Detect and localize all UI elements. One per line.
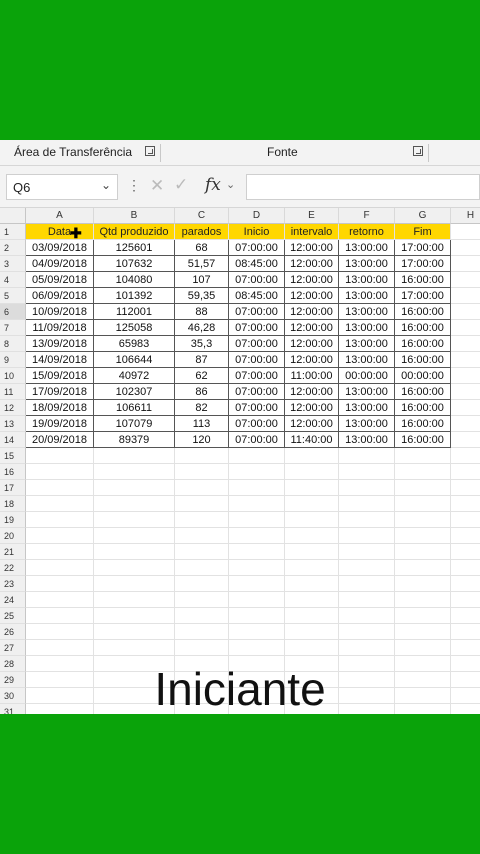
table-header-cell[interactable]: Qtd produzido (94, 224, 175, 240)
empty-cell[interactable] (339, 496, 395, 512)
row-header[interactable]: 24 (0, 592, 26, 608)
empty-cell[interactable] (94, 528, 175, 544)
table-cell[interactable]: 18/09/2018 (26, 400, 94, 416)
table-cell[interactable]: 106611 (94, 400, 175, 416)
formula-bar (0, 166, 480, 208)
empty-cell[interactable] (339, 480, 395, 496)
table-cell[interactable]: 35,3 (175, 336, 229, 352)
table-cell[interactable]: 13/09/2018 (26, 336, 94, 352)
empty-cell[interactable] (451, 416, 480, 432)
empty-cell[interactable] (229, 464, 285, 480)
empty-cell[interactable] (94, 592, 175, 608)
empty-cell[interactable] (285, 464, 339, 480)
empty-cell[interactable] (451, 288, 480, 304)
empty-cell[interactable] (285, 528, 339, 544)
clipboard-group-label: Área de Transferência (14, 145, 133, 159)
empty-cell[interactable] (26, 544, 94, 560)
empty-cell[interactable] (285, 480, 339, 496)
table-cell[interactable]: 13:00:00 (339, 352, 395, 368)
empty-cell[interactable] (339, 608, 395, 624)
ribbon-separator (160, 144, 161, 162)
empty-cell[interactable] (395, 592, 451, 608)
row-header[interactable]: 21 (0, 544, 26, 560)
table-cell[interactable]: 40972 (94, 368, 175, 384)
table-cell[interactable]: 87 (175, 352, 229, 368)
table-cell[interactable]: 17:00:00 (395, 240, 451, 256)
empty-cell[interactable] (175, 592, 229, 608)
table-cell[interactable]: 68 (175, 240, 229, 256)
table-header-cell[interactable]: Data (26, 224, 94, 240)
table-cell[interactable]: 07:00:00 (229, 272, 285, 288)
table-cell[interactable]: 10/09/2018 (26, 304, 94, 320)
empty-cell[interactable] (451, 512, 480, 528)
table-cell[interactable]: 113 (175, 416, 229, 432)
table-cell[interactable]: 07:00:00 (229, 400, 285, 416)
empty-cell[interactable] (285, 624, 339, 640)
table-cell[interactable]: 07:00:00 (229, 368, 285, 384)
empty-cell[interactable] (339, 560, 395, 576)
table-cell[interactable]: 06/09/2018 (26, 288, 94, 304)
table-cell[interactable]: 20/09/2018 (26, 432, 94, 448)
spreadsheet-grid[interactable] (0, 208, 480, 714)
empty-cell[interactable] (229, 592, 285, 608)
table-cell[interactable]: 104080 (94, 272, 175, 288)
table-cell[interactable]: 07:00:00 (229, 352, 285, 368)
table-cell[interactable]: 12:00:00 (285, 416, 339, 432)
table-cell[interactable]: 125058 (94, 320, 175, 336)
row-header[interactable]: 9 (0, 352, 26, 368)
table-cell[interactable]: 59,35 (175, 288, 229, 304)
table-cell[interactable]: 11/09/2018 (26, 320, 94, 336)
empty-cell[interactable] (451, 528, 480, 544)
empty-cell[interactable] (451, 320, 480, 336)
empty-cell[interactable] (94, 624, 175, 640)
table-cell[interactable]: 07:00:00 (229, 416, 285, 432)
table-cell[interactable]: 05/09/2018 (26, 272, 94, 288)
empty-cell[interactable] (339, 592, 395, 608)
table-header-cell[interactable]: Fim (395, 224, 451, 240)
insert-function-icon[interactable]: fx (205, 175, 221, 195)
row-header[interactable]: 23 (0, 576, 26, 592)
table-cell[interactable]: 102307 (94, 384, 175, 400)
table-cell[interactable]: 107632 (94, 256, 175, 272)
table-cell[interactable]: 12:00:00 (285, 400, 339, 416)
empty-cell[interactable] (339, 576, 395, 592)
check-icon[interactable]: ✓ (174, 175, 189, 194)
empty-cell[interactable] (395, 640, 451, 656)
table-cell[interactable]: 16:00:00 (395, 336, 451, 352)
empty-cell[interactable] (451, 576, 480, 592)
table-cell[interactable]: 125601 (94, 240, 175, 256)
table-cell[interactable]: 88 (175, 304, 229, 320)
empty-cell[interactable] (94, 544, 175, 560)
empty-cell[interactable] (395, 464, 451, 480)
empty-cell[interactable] (94, 560, 175, 576)
chevron-down-icon[interactable]: ⌄ (226, 179, 236, 191)
empty-cell[interactable] (229, 624, 285, 640)
row-header[interactable]: 27 (0, 640, 26, 656)
empty-cell[interactable] (175, 464, 229, 480)
empty-cell[interactable] (175, 624, 229, 640)
empty-cell[interactable] (451, 224, 480, 240)
table-header-cell[interactable]: Inicio (229, 224, 285, 240)
table-cell[interactable]: 16:00:00 (395, 352, 451, 368)
empty-cell[interactable] (451, 384, 480, 400)
empty-cell[interactable] (395, 448, 451, 464)
table-cell[interactable]: 13:00:00 (339, 336, 395, 352)
table-cell[interactable]: 11:40:00 (285, 432, 339, 448)
row-header[interactable]: 13 (0, 416, 26, 432)
font-group-label: Fonte (267, 145, 298, 159)
row-header[interactable]: 29 (0, 672, 26, 688)
empty-cell[interactable] (175, 480, 229, 496)
row-header[interactable]: 14 (0, 432, 26, 448)
row-header[interactable]: 18 (0, 496, 26, 512)
table-cell[interactable]: 13:00:00 (339, 432, 395, 448)
empty-cell[interactable] (229, 480, 285, 496)
row-header[interactable]: 6 (0, 304, 26, 320)
empty-cell[interactable] (175, 608, 229, 624)
table-cell[interactable]: 12:00:00 (285, 384, 339, 400)
empty-cell[interactable] (339, 464, 395, 480)
empty-cell[interactable] (395, 512, 451, 528)
empty-cell[interactable] (26, 592, 94, 608)
cross-icon[interactable]: ✕ (150, 176, 165, 195)
empty-cell[interactable] (339, 624, 395, 640)
table-cell[interactable]: 07:00:00 (229, 336, 285, 352)
table-cell[interactable]: 03/09/2018 (26, 240, 94, 256)
table-cell[interactable]: 62 (175, 368, 229, 384)
plus-cursor-icon: ✚ (70, 225, 82, 241)
column-header[interactable]: D (229, 208, 285, 224)
empty-cell[interactable] (94, 608, 175, 624)
table-cell[interactable]: 11:00:00 (285, 368, 339, 384)
table-cell[interactable]: 51,57 (175, 256, 229, 272)
empty-cell[interactable] (451, 304, 480, 320)
empty-cell[interactable] (451, 560, 480, 576)
row-header[interactable]: 19 (0, 512, 26, 528)
empty-cell[interactable] (395, 528, 451, 544)
table-cell[interactable]: 12:00:00 (285, 304, 339, 320)
table-cell[interactable]: 17:00:00 (395, 256, 451, 272)
empty-cell[interactable] (395, 576, 451, 592)
table-cell[interactable]: 19/09/2018 (26, 416, 94, 432)
empty-cell[interactable] (229, 640, 285, 656)
row-header[interactable]: 8 (0, 336, 26, 352)
table-cell[interactable]: 00:00:00 (339, 368, 395, 384)
table-cell[interactable]: 12:00:00 (285, 320, 339, 336)
empty-cell[interactable] (451, 368, 480, 384)
row-header[interactable]: 10 (0, 368, 26, 384)
table-cell[interactable]: 82 (175, 400, 229, 416)
table-cell[interactable]: 08:45:00 (229, 256, 285, 272)
ribbon-group-labels (0, 140, 480, 166)
empty-cell[interactable] (26, 512, 94, 528)
empty-cell[interactable] (229, 576, 285, 592)
table-cell[interactable]: 00:00:00 (395, 368, 451, 384)
empty-cell[interactable] (26, 576, 94, 592)
table-cell[interactable]: 13:00:00 (339, 304, 395, 320)
empty-cell[interactable] (26, 608, 94, 624)
column-header[interactable]: A (26, 208, 94, 224)
table-cell[interactable]: 13:00:00 (339, 240, 395, 256)
empty-cell[interactable] (451, 352, 480, 368)
table-cell[interactable]: 16:00:00 (395, 304, 451, 320)
empty-cell[interactable] (395, 496, 451, 512)
table-cell[interactable]: 65983 (94, 336, 175, 352)
empty-cell[interactable] (339, 528, 395, 544)
empty-cell[interactable] (94, 464, 175, 480)
empty-cell[interactable] (26, 560, 94, 576)
empty-cell[interactable] (451, 496, 480, 512)
row-header[interactable]: 20 (0, 528, 26, 544)
empty-cell[interactable] (395, 624, 451, 640)
table-cell[interactable]: 14/09/2018 (26, 352, 94, 368)
empty-cell[interactable] (451, 608, 480, 624)
empty-cell[interactable] (175, 448, 229, 464)
table-cell[interactable]: 12:00:00 (285, 272, 339, 288)
empty-cell[interactable] (451, 256, 480, 272)
table-cell[interactable]: 16:00:00 (395, 400, 451, 416)
empty-cell[interactable] (451, 400, 480, 416)
table-cell[interactable]: 12:00:00 (285, 288, 339, 304)
row-header[interactable]: 31 (0, 704, 26, 714)
table-cell[interactable]: 13:00:00 (339, 384, 395, 400)
empty-cell[interactable] (339, 544, 395, 560)
table-cell[interactable]: 17/09/2018 (26, 384, 94, 400)
column-header[interactable]: F (339, 208, 395, 224)
name-box[interactable] (6, 174, 118, 200)
table-cell[interactable]: 07:00:00 (229, 384, 285, 400)
column-header[interactable]: H (451, 208, 480, 224)
empty-cell[interactable] (285, 640, 339, 656)
table-cell[interactable]: 16:00:00 (395, 320, 451, 336)
row-header[interactable]: 30 (0, 688, 26, 704)
table-cell[interactable]: 12:00:00 (285, 352, 339, 368)
empty-cell[interactable] (285, 496, 339, 512)
video-caption: Iniciante (154, 663, 326, 715)
row-header[interactable]: 12 (0, 400, 26, 416)
empty-cell[interactable] (175, 528, 229, 544)
name-box-value: Q6 (13, 180, 31, 195)
table-header-cell[interactable]: intervalo (285, 224, 339, 240)
table-cell[interactable]: 106644 (94, 352, 175, 368)
table-cell[interactable]: 17:00:00 (395, 288, 451, 304)
row-header[interactable]: 15 (0, 448, 26, 464)
row-header[interactable]: 26 (0, 624, 26, 640)
row-header[interactable]: 22 (0, 560, 26, 576)
empty-cell[interactable] (175, 560, 229, 576)
empty-cell[interactable] (285, 592, 339, 608)
empty-cell[interactable] (94, 496, 175, 512)
table-cell[interactable]: 16:00:00 (395, 416, 451, 432)
row-header[interactable]: 17 (0, 480, 26, 496)
empty-cell[interactable] (451, 448, 480, 464)
row-header[interactable]: 1 (0, 224, 26, 240)
column-header[interactable]: B (94, 208, 175, 224)
table-cell[interactable]: 13:00:00 (339, 288, 395, 304)
empty-cell[interactable] (451, 480, 480, 496)
empty-cell[interactable] (94, 480, 175, 496)
table-cell[interactable]: 08:45:00 (229, 288, 285, 304)
empty-cell[interactable] (94, 640, 175, 656)
empty-cell[interactable] (451, 624, 480, 640)
empty-cell[interactable] (395, 480, 451, 496)
table-cell[interactable]: 07:00:00 (229, 320, 285, 336)
table-cell[interactable]: 12:00:00 (285, 240, 339, 256)
empty-cell[interactable] (229, 528, 285, 544)
row-header[interactable]: 7 (0, 320, 26, 336)
table-header-cell[interactable]: parados (175, 224, 229, 240)
empty-cell[interactable] (229, 512, 285, 528)
empty-cell[interactable] (285, 560, 339, 576)
empty-cell[interactable] (229, 560, 285, 576)
row-header[interactable]: 16 (0, 464, 26, 480)
column-header[interactable]: E (285, 208, 339, 224)
row-header[interactable]: 25 (0, 608, 26, 624)
clipboard-dialog-launcher-icon[interactable] (145, 146, 155, 156)
table-cell[interactable]: 16:00:00 (395, 272, 451, 288)
table-cell[interactable]: 89379 (94, 432, 175, 448)
column-header[interactable]: C (175, 208, 229, 224)
vertical-dots-icon[interactable]: ⋮ (127, 177, 141, 193)
table-cell[interactable]: 15/09/2018 (26, 368, 94, 384)
empty-cell[interactable] (175, 544, 229, 560)
table-cell[interactable]: 107 (175, 272, 229, 288)
empty-cell[interactable] (26, 640, 94, 656)
select-all-corner[interactable] (0, 208, 26, 224)
empty-cell[interactable] (451, 640, 480, 656)
font-dialog-launcher-icon[interactable] (413, 146, 423, 156)
empty-cell[interactable] (229, 448, 285, 464)
table-cell[interactable]: 07:00:00 (229, 304, 285, 320)
empty-cell[interactable] (94, 448, 175, 464)
empty-cell[interactable] (395, 608, 451, 624)
empty-cell[interactable] (26, 464, 94, 480)
table-cell[interactable]: 16:00:00 (395, 384, 451, 400)
empty-cell[interactable] (26, 624, 94, 640)
chevron-down-icon[interactable]: ⌄ (100, 178, 111, 192)
table-header-cell[interactable]: retorno (339, 224, 395, 240)
empty-cell[interactable] (451, 336, 480, 352)
row-header[interactable]: 28 (0, 656, 26, 672)
empty-cell[interactable] (26, 528, 94, 544)
empty-cell[interactable] (285, 544, 339, 560)
empty-cell[interactable] (451, 592, 480, 608)
table-cell[interactable]: 107079 (94, 416, 175, 432)
table-cell[interactable]: 46,28 (175, 320, 229, 336)
empty-cell[interactable] (451, 432, 480, 448)
empty-cell[interactable] (175, 496, 229, 512)
row-header[interactable]: 4 (0, 272, 26, 288)
empty-cell[interactable] (451, 240, 480, 256)
table-cell[interactable]: 13:00:00 (339, 400, 395, 416)
table-cell[interactable]: 16:00:00 (395, 432, 451, 448)
empty-cell[interactable] (26, 480, 94, 496)
table-cell[interactable]: 13:00:00 (339, 272, 395, 288)
empty-cell[interactable] (94, 576, 175, 592)
table-cell[interactable]: 120 (175, 432, 229, 448)
empty-cell[interactable] (451, 544, 480, 560)
empty-cell[interactable] (175, 512, 229, 528)
table-cell[interactable]: 12:00:00 (285, 256, 339, 272)
empty-cell[interactable] (229, 544, 285, 560)
empty-cell[interactable] (451, 272, 480, 288)
empty-cell[interactable] (339, 640, 395, 656)
empty-cell[interactable] (395, 544, 451, 560)
table-cell[interactable]: 12:00:00 (285, 336, 339, 352)
table-cell[interactable]: 13:00:00 (339, 416, 395, 432)
empty-cell[interactable] (395, 560, 451, 576)
table-cell[interactable]: 86 (175, 384, 229, 400)
row-header[interactable]: 11 (0, 384, 26, 400)
empty-cell[interactable] (451, 464, 480, 480)
table-cell[interactable]: 07:00:00 (229, 240, 285, 256)
empty-cell[interactable] (26, 448, 94, 464)
empty-cell[interactable] (94, 512, 175, 528)
table-cell[interactable]: 07:00:00 (229, 432, 285, 448)
table-cell[interactable]: 13:00:00 (339, 256, 395, 272)
empty-cell[interactable] (285, 448, 339, 464)
column-header[interactable]: G (395, 208, 451, 224)
empty-cell[interactable] (339, 448, 395, 464)
row-header[interactable]: 3 (0, 256, 26, 272)
table-cell[interactable]: 101392 (94, 288, 175, 304)
empty-cell[interactable] (175, 576, 229, 592)
empty-cell[interactable] (229, 608, 285, 624)
row-header[interactable]: 5 (0, 288, 26, 304)
empty-cell[interactable] (285, 512, 339, 528)
table-cell[interactable]: 13:00:00 (339, 320, 395, 336)
table-cell[interactable]: 04/09/2018 (26, 256, 94, 272)
empty-cell[interactable] (175, 640, 229, 656)
empty-cell[interactable] (229, 496, 285, 512)
empty-cell[interactable] (339, 512, 395, 528)
excel-screen (0, 140, 480, 714)
table-cell[interactable]: 112001 (94, 304, 175, 320)
ribbon-separator (428, 144, 429, 162)
row-header[interactable]: 2 (0, 240, 26, 256)
empty-cell[interactable] (26, 496, 94, 512)
formula-input[interactable] (246, 174, 480, 200)
empty-cell[interactable] (285, 576, 339, 592)
empty-cell[interactable] (285, 608, 339, 624)
